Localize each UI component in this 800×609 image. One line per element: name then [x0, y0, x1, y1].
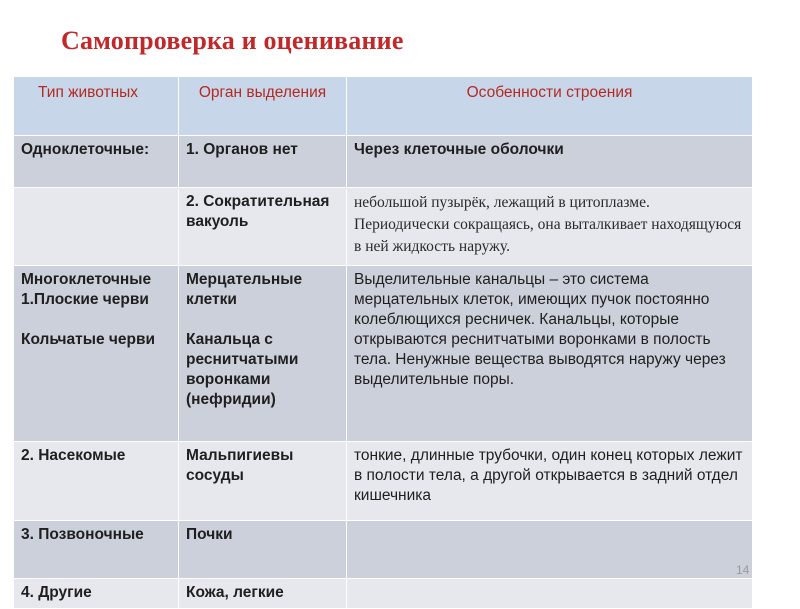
cell-animal-type: Одноклеточные:: [14, 136, 179, 188]
page-title: Самопроверка и оценивание: [61, 26, 404, 55]
organ-line-ciliated-cells: Мерцательные клетки: [186, 271, 303, 308]
type-line-flatworms: 1.Плоские черви: [21, 291, 149, 308]
header-structure-features: Особенности строения: [347, 77, 753, 136]
header-excretory-organ: Орган выделения: [179, 77, 347, 136]
table-row: [14, 579, 753, 609]
excretion-table: [13, 76, 753, 609]
cell-organ: Почки: [179, 521, 347, 579]
cell-features: небольшой пузырёк, лежащий в цитоплазме. Периодически сокращаясь, она выталкивает находящуюся в ней жидкость наружу.: [347, 188, 753, 266]
cell-animal-type: 3. Позвоночные: [14, 521, 179, 579]
cell-features: Выделительные канальцы – это система мерцательных клеток, имеющих пучок постоянно колеблющихся ресничек. Канальцы, которые открываются реснитчатыми воронками в полость тела. Ненужные вещества выводятся наружу через выделительные поры.: [347, 266, 753, 442]
cell-animal-type: [14, 188, 179, 266]
cell-organ: 2. Сократительная вакуоль: [179, 188, 347, 266]
cell-organ: [179, 266, 347, 442]
cell-features: [347, 579, 753, 609]
cell-features: [347, 521, 753, 579]
cell-organ: Кожа, легкие: [179, 579, 347, 609]
table-row: [14, 521, 753, 579]
cell-animal-type: [14, 266, 179, 442]
cell-features: Через клеточные оболочки: [347, 136, 753, 188]
type-line-multicellular: Многоклеточные: [21, 271, 152, 288]
cell-animal-type: 2. Насекомые: [14, 442, 179, 521]
type-line-annelids: Кольчатые черви: [21, 331, 156, 348]
table-header-row: [14, 77, 753, 136]
table-row: [14, 136, 753, 188]
cell-animal-type: 4. Другие: [14, 579, 179, 609]
cell-features: тонкие, длинные трубочки, один конец которых лежит в полости тела, а другой открывается в задний отдел кишечника: [347, 442, 753, 521]
cell-organ: Мальпигиевы сосуды: [179, 442, 347, 521]
table-row: [14, 442, 753, 521]
header-animal-type: Тип животных: [14, 77, 179, 136]
organ-line-nephridia: Канальца с реснитчатыми воронками (нефридии): [186, 331, 299, 408]
table-row: [14, 188, 753, 266]
page-number: 14: [736, 563, 750, 577]
cell-organ: 1. Органов нет: [179, 136, 347, 188]
table-row: [14, 266, 753, 442]
